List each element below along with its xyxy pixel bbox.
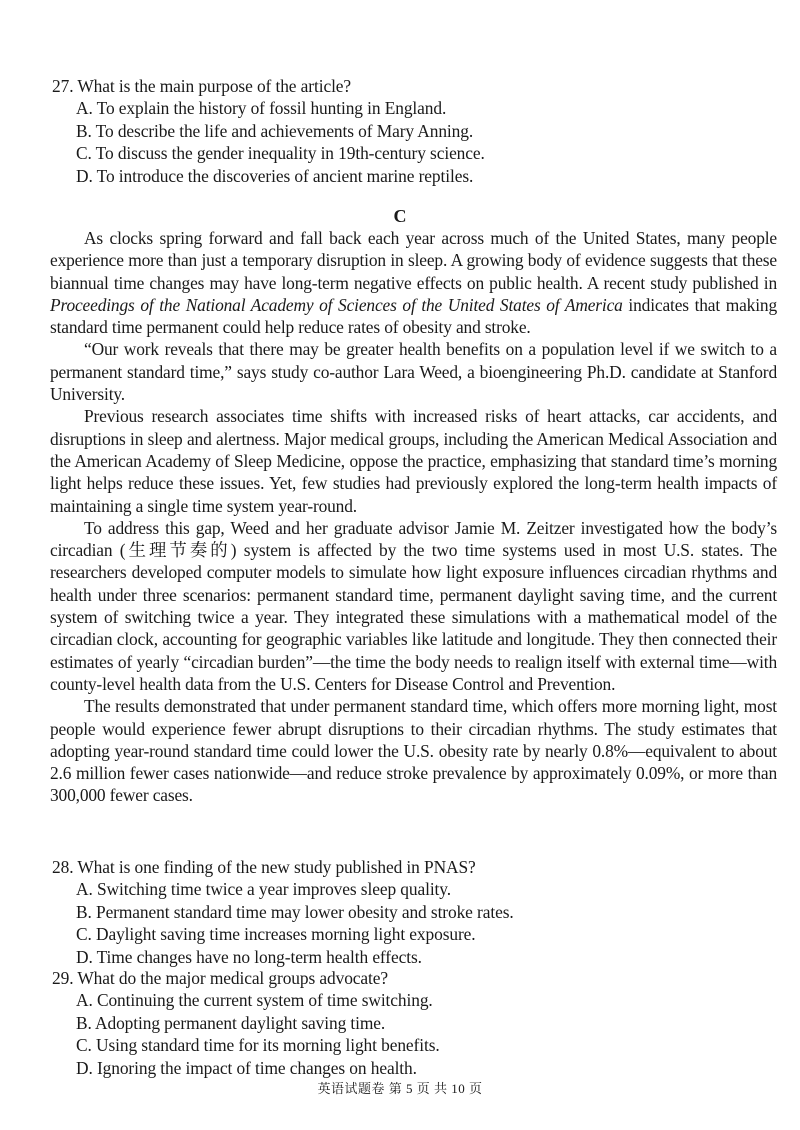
- passage-paragraph-5: The results demonstrated that under permanent standard time, which offers more morning light, most people would experience fewer abrupt disruptions to their circadian rhythms. The study estimates that adopting year-round standard time could lower the U.S. obesity rate by nearly 0.8%—equivalent to about 2.6 million fewer cases nationwide—and reduce stroke prevalence by approximately 0.09%, or more than 300,000 fewer cases.: [50, 696, 777, 806]
- question-27-option-d: D. To introduce the discoveries of ancient marine reptiles.: [76, 165, 474, 186]
- question-27-option-b: B. To describe the life and achievements of Mary Anning.: [76, 120, 474, 141]
- question-28-option-c: C. Daylight saving time increases morning light exposure.: [76, 924, 476, 945]
- paragraph-1-text-b: indicates that making standard time permanent could help reduce rates of obesity and stroke.: [50, 294, 778, 338]
- question-29-option-c: C. Using standard time for its morning light benefits.: [76, 1035, 440, 1056]
- question-29-option-d: D. Ignoring the impact of time changes on health.: [76, 1057, 417, 1078]
- question-27: [52, 75, 772, 187]
- question-27-option-c: C. To discuss the gender inequality in 19th-century science.: [76, 143, 485, 164]
- passage-paragraph-2: “Our work reveals that there may be greater health benefits on a population level if we switch to a permanent standard time,” says study co-author Lara Weed, a bioengineering Ph.D. candidate at Stanford University.: [50, 339, 777, 405]
- paragraph-1-text-a: As clocks spring forward and fall back each year across much of the United States, many people experience more than just a temporary disruption in sleep. A growing body of evidence suggests that these biannual time changes may have long-term negative effects on public health. A recent study published in: [50, 228, 777, 293]
- question-27-stem: 27. What is the main purpose of the article?: [52, 76, 352, 96]
- passage-paragraph-1: [50, 227, 777, 338]
- question-29-stem: 29. What do the major medical groups advocate?: [52, 968, 389, 988]
- question-29-option-b: B. Adopting permanent daylight saving time.: [76, 1012, 386, 1033]
- question-28-option-d: D. Time changes have no long-term health effects.: [76, 946, 422, 967]
- question-28: [52, 856, 772, 968]
- question-28-stem: 28. What is one finding of the new study published in PNAS?: [52, 857, 476, 877]
- question-28-option-b: B. Permanent standard time may lower obesity and stroke rates.: [76, 901, 514, 922]
- question-29: [52, 967, 772, 1079]
- question-28-option-a: A. Switching time twice a year improves sleep quality.: [76, 879, 452, 900]
- question-29-option-a: A. Continuing the current system of time switching.: [76, 990, 433, 1011]
- passage-paragraph-4: To address this gap, Weed and her graduate advisor Jamie M. Zeitzer investigated how the body’s circadian (生理节奏的) system is affected by the two time systems used in most U.S. states. The researchers developed computer models to simulate how light exposure influences circadian rhythms and health under three scenarios: permanent standard time, permanent daylight saving time, and the current system of switching twice a year. They integrated these simulations with a mathematical model of the circadian clock, accounting for geographic variables like latitude and longitude. They then connected their estimates of yearly “circadian burden”—the time the body needs to realign itself with external time—with county-level health data from the U.S. Centers for Disease Control and Prevention.: [50, 517, 777, 694]
- page-footer: 英语试题卷 第 5 页 共 10 页: [317, 1081, 483, 1096]
- question-27-option-a: A. To explain the history of fossil hunting in England.: [76, 98, 447, 119]
- reading-passage-c: [50, 227, 777, 807]
- passage-paragraph-3: Previous research associates time shifts with increased risks of heart attacks, car accidents, and disruptions in sleep and alertness. Major medical groups, including the American Medical Association and the American Academy of Sleep Medicine, oppose the practice, emphasizing that standard time’s morning light helps reduce these issues. Yet, few studies had previously explored the long-term health impacts of maintaining a single time system year-round.: [50, 406, 777, 516]
- section-heading: C: [393, 206, 407, 226]
- journal-title: Proceedings of the National Academy of Sciences of the United States of America: [50, 294, 623, 315]
